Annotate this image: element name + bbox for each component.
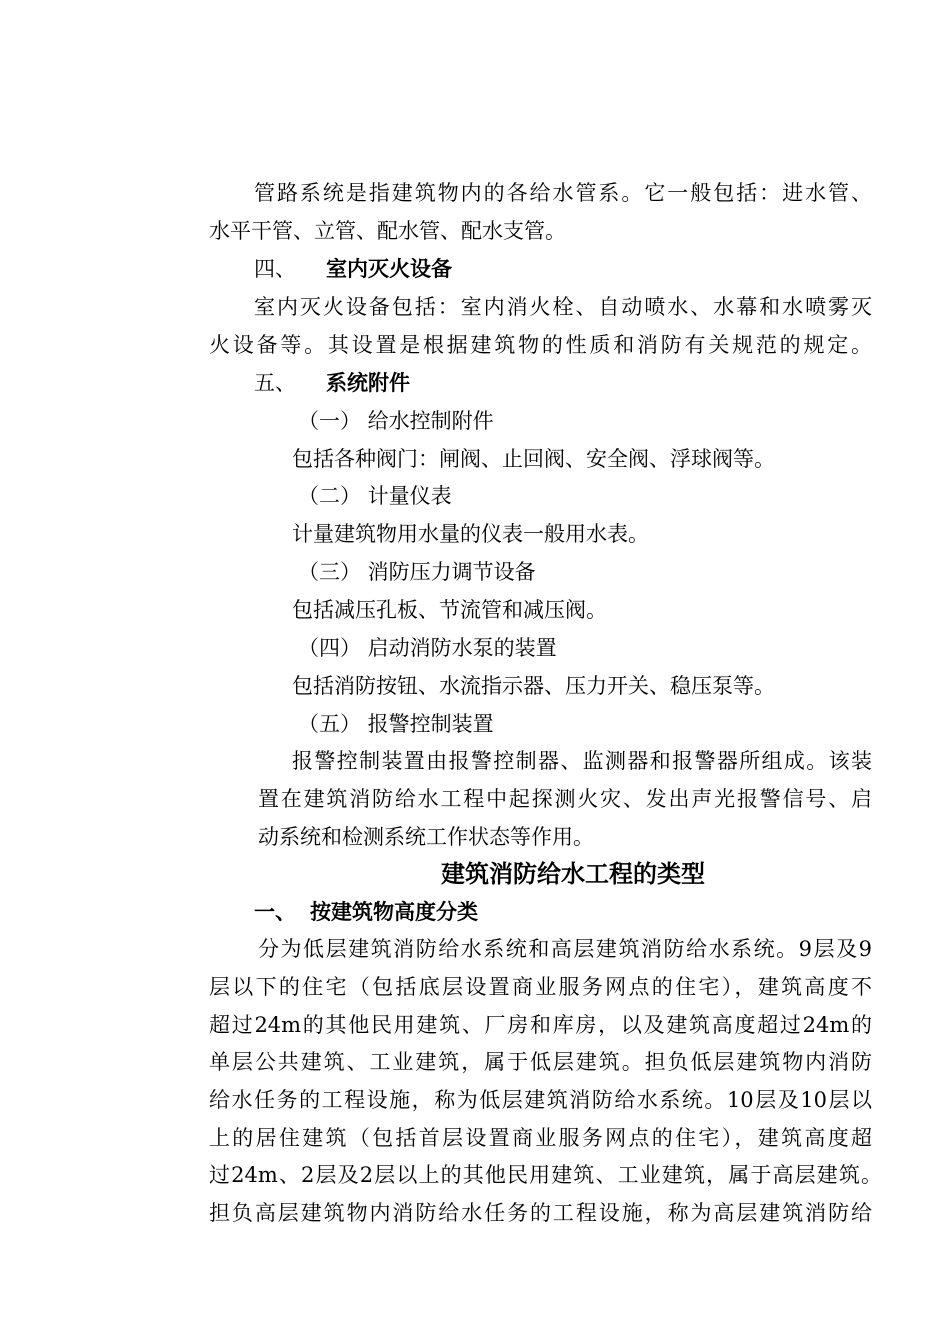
section-heading: 按建筑物高度分类 — [310, 899, 478, 924]
subsection-heading: （四） 启动消防水泵的装置 — [298, 636, 557, 660]
section-heading: 室内灭火设备 — [326, 256, 452, 281]
subsection-heading: （二） 计量仪表 — [298, 484, 452, 508]
paragraph-line: 计量建筑物用水量的仪表一般用水表。 — [292, 522, 649, 546]
paragraph-line: 层以下的住宅（包括底层设置商业服务网点的住宅），建筑高度不 — [209, 975, 872, 999]
paragraph-line: 室内灭火设备包括：室内消火栓、自动喷水、水幕和水喷雾灭 — [254, 295, 872, 319]
subsection-heading: （三） 消防压力调节设备 — [298, 560, 536, 584]
paragraph-line: 上的居住建筑（包括首层设置商业服务网点的住宅），建筑高度超 — [209, 1126, 872, 1150]
paragraph-line: 动系统和检测系统工作状态等作用。 — [258, 825, 594, 849]
paragraph-line: 包括减压孔板、节流管和减压阀。 — [292, 598, 607, 622]
paragraph-line: 单层公共建筑、工业建筑，属于低层建筑。担负低层建筑物内消防 — [209, 1050, 872, 1074]
paragraph-line: 置在建筑消防给水工程中起探测火灾、发出声光报警信号、启 — [258, 787, 872, 811]
section-number: 四、 — [254, 257, 296, 281]
paragraph-line: 给水任务的工程设施，称为低层建筑消防给水系统。10层及10层以 — [209, 1088, 872, 1112]
paragraph-line: 报警控制装置由报警控制器、监测器和报警器所组成。该装 — [292, 749, 872, 773]
section-title: 建筑消防给水工程的类型 — [441, 859, 705, 888]
paragraph-line: 包括消防按钮、水流指示器、压力开关、稳压泵等。 — [292, 674, 775, 698]
paragraph-line: 担负高层建筑物内消防给水任务的工程设施，称为高层建筑消防给 — [209, 1201, 872, 1225]
section-number: 五、 — [254, 371, 296, 395]
section-heading: 系统附件 — [326, 370, 410, 395]
paragraph-line: 分为低层建筑消防给水系统和高层建筑消防给水系统。9层及9 — [258, 937, 872, 961]
subsection-heading: （五） 报警控制装置 — [298, 712, 494, 736]
paragraph-line: 管路系统是指建筑物内的各给水管系。它一般包括：进水管、 — [254, 181, 872, 205]
paragraph-line: 过24m、2层及2层以上的其他民用建筑、工业建筑，属于高层建筑。 — [209, 1163, 882, 1187]
subsection-heading: （一） 给水控制附件 — [298, 409, 494, 433]
paragraph-line: 包括各种阀门：闸阀、止回阀、安全阀、浮球阀等。 — [292, 447, 775, 471]
paragraph-line: 水平干管、立管、配水管、配水支管。 — [209, 219, 566, 243]
section-number: 一、 — [254, 899, 296, 924]
paragraph-line: 超过24m的其他民用建筑、厂房和库房，以及建筑高度超过24m的 — [209, 1013, 872, 1037]
paragraph-line: 火设备等。其设置是根据建筑物的性质和消防有关规范的规定。 — [209, 333, 872, 357]
